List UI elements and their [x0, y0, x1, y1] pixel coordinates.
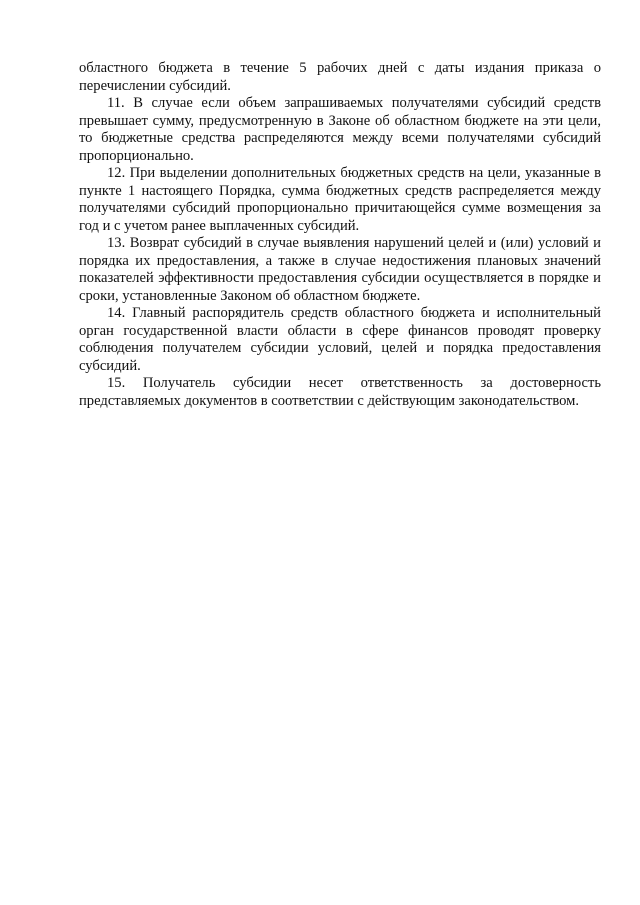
paragraph-15: 15. Получатель субсидии несет ответственность за достоверность представляемых документов в соответствии с действующим законодательством. — [79, 375, 601, 409]
paragraph-12: 12. При выделении дополнительных бюджетных средств на цели, указанные в пункте 1 настоящего Порядка, сумма бюджетных средств распределяется между получателями субсидий пропорционально причитающейся сумме возмещения за год и с учетом ранее выплаченных субсидий. — [79, 165, 601, 234]
paragraph-13: 13. Возврат субсидий в случае выявления нарушений целей и (или) условий и порядка их предоставления, а также в случае недостижения плановых значений показателей эффективности предоставления субсидии осуществляется в порядке и сроки, установленные Законом об областном бюджете. — [79, 235, 601, 304]
paragraph-11: 11. В случае если объем запрашиваемых получателями субсидий средств превышает сумму, предусмотренную в Законе об областном бюджете на эти цели, то бюджетные средства распределяются между всеми получателями субсидий пропорционально. — [79, 95, 601, 164]
document-body — [79, 60, 601, 410]
paragraph-continuation: областного бюджета в течение 5 рабочих дней с даты издания приказа о перечислении субсидий. — [79, 60, 601, 94]
paragraph-14: 14. Главный распорядитель средств областного бюджета и исполнительный орган государственной власти области в сфере финансов проводят проверку соблюдения получателем субсидии условий, целей и порядка предоставления субсидий. — [79, 305, 601, 374]
